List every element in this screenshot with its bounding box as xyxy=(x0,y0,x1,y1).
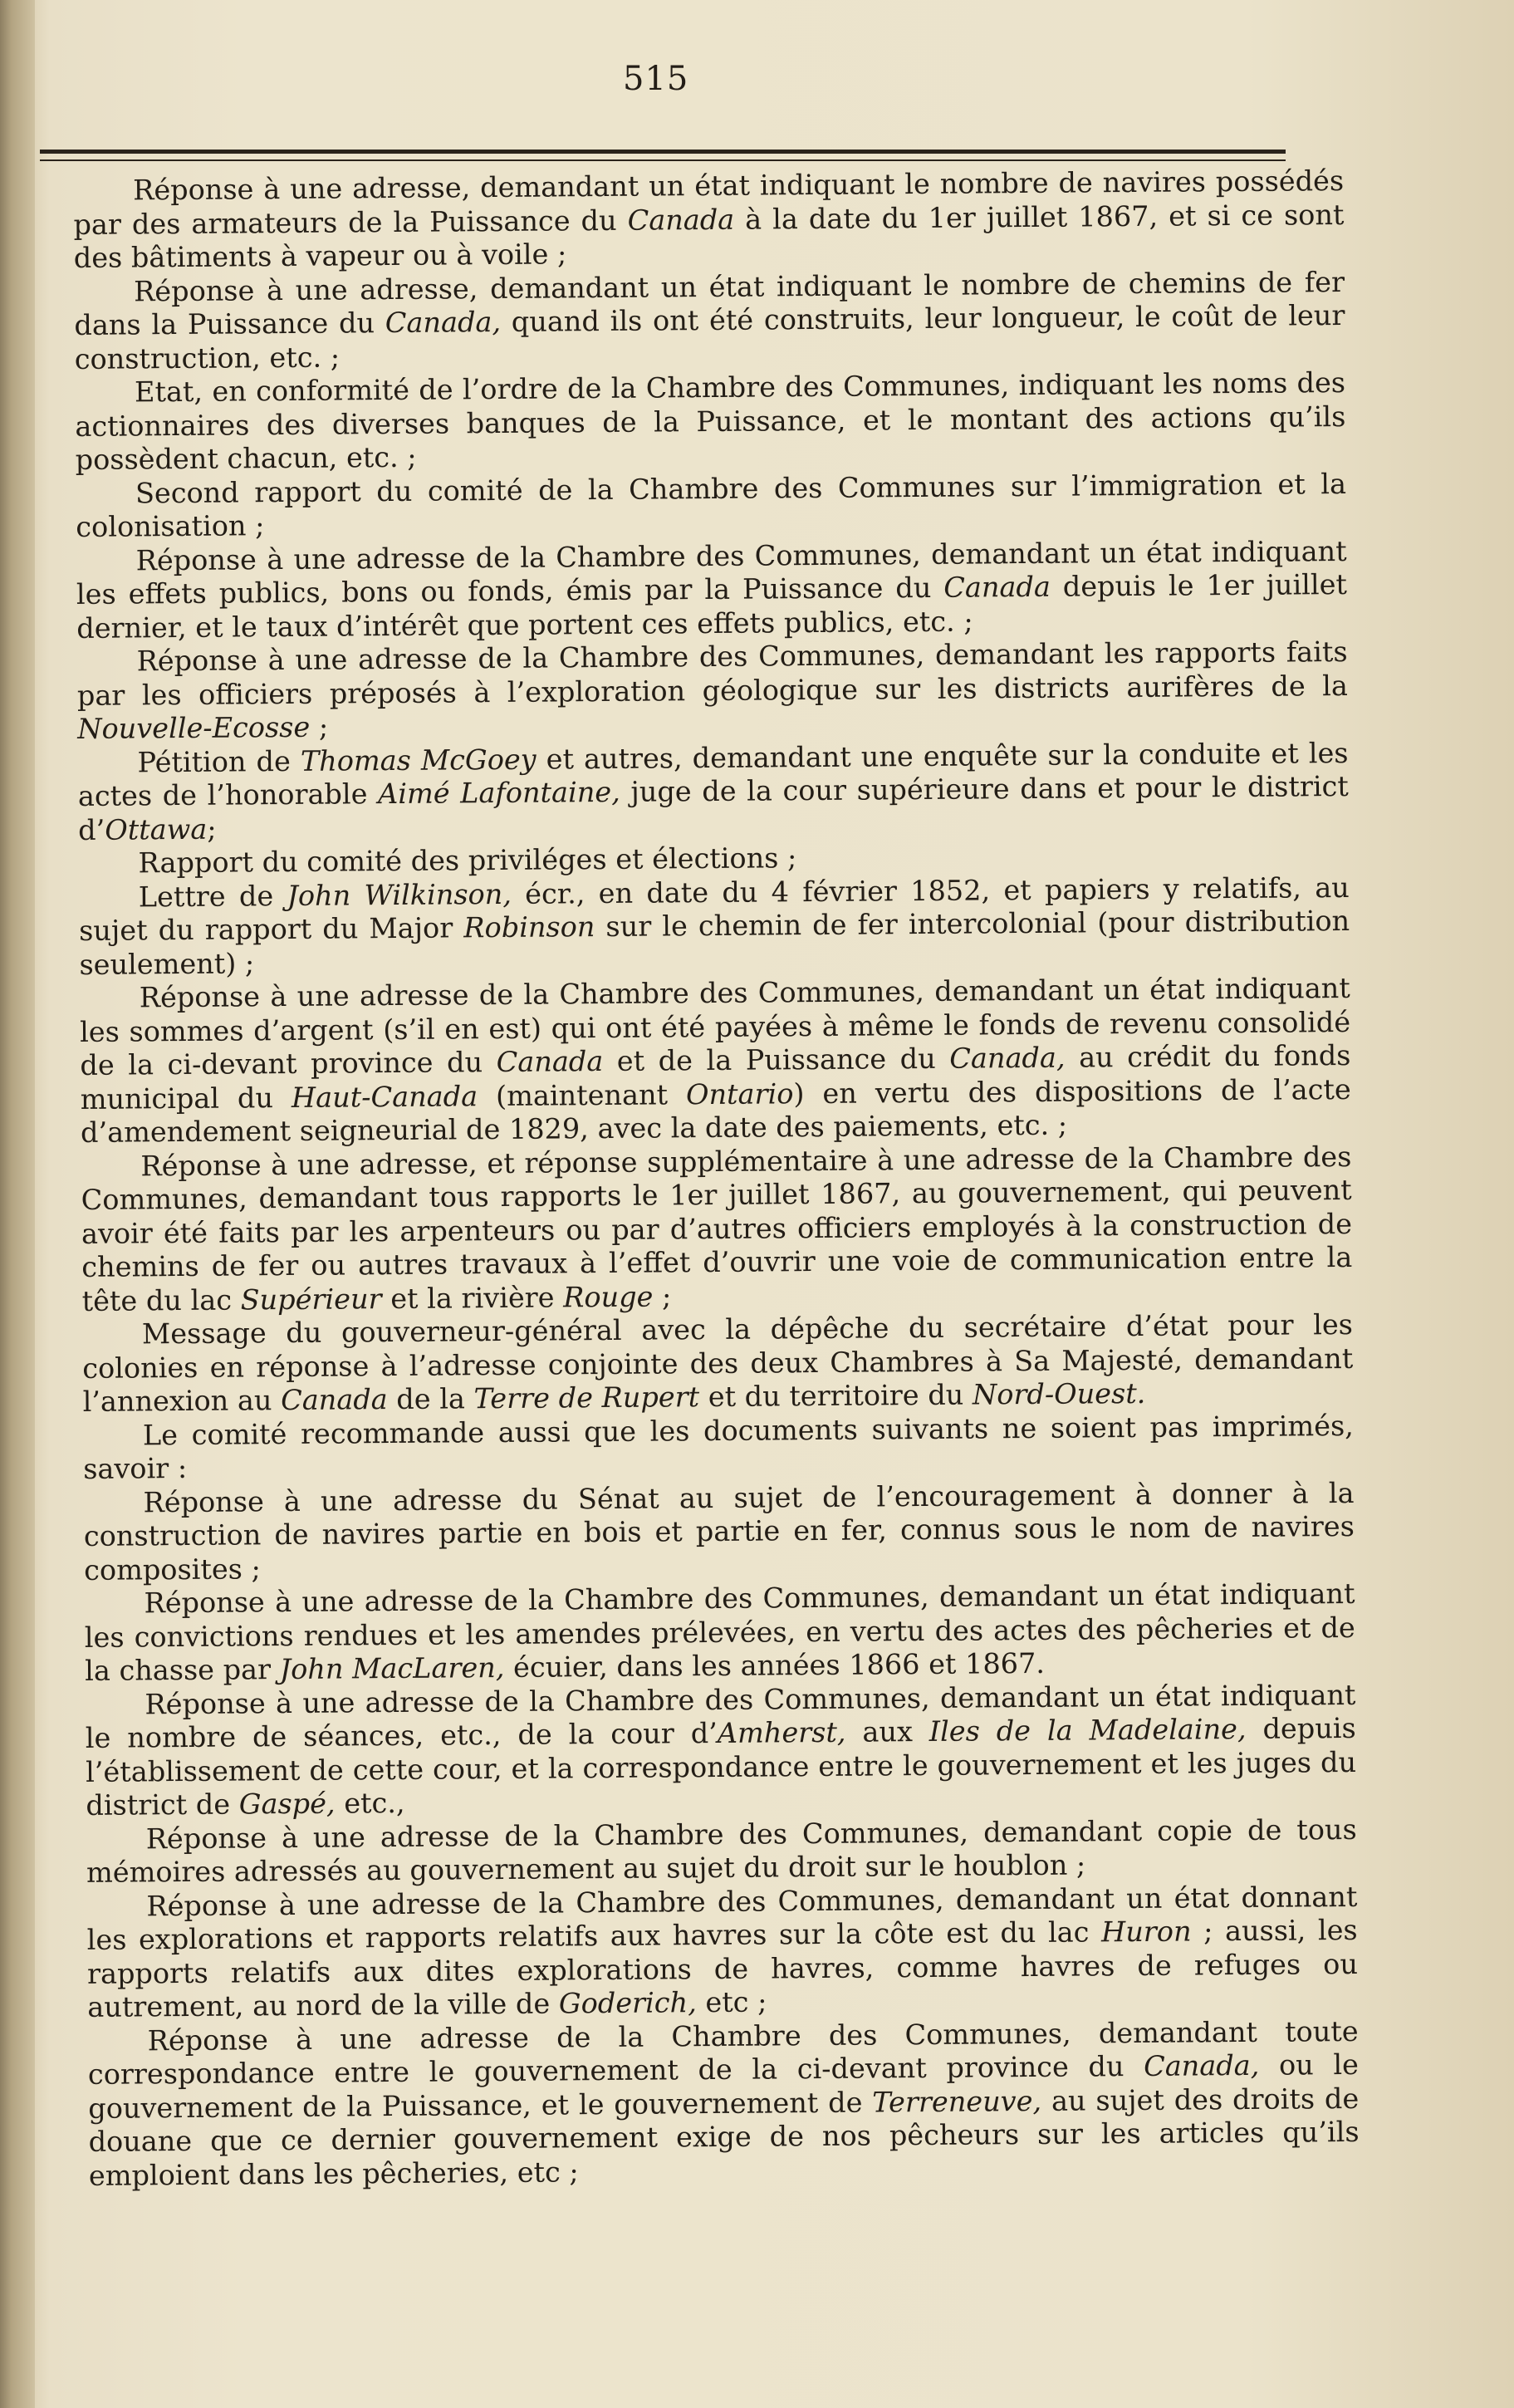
text-run: etc ; xyxy=(696,1985,767,2019)
text-run: ; xyxy=(310,710,329,743)
text-run: et autres, demandant une enquête sur la conduite et les actes de l’honorable xyxy=(77,736,1349,812)
text-run: juge de la cour supérieure dans et pour le district d’ xyxy=(78,769,1349,846)
text-run: au crédit du fonds municipal du xyxy=(80,1038,1351,1116)
italic-text: Canada xyxy=(496,1045,604,1079)
text-run: Réponse à une adresse de la Chambre des Communes, demandant copie de tous mémoires adressés au gouvernement au sujet du droit sur le houblon ; xyxy=(86,1812,1357,1889)
paragraph xyxy=(80,972,1352,1150)
paragraph xyxy=(76,534,1347,645)
italic-text: Ontario xyxy=(685,1076,794,1111)
italic-text: Aimé Lafontaine, xyxy=(377,775,620,811)
italic-text: Ottawa xyxy=(105,812,208,846)
text-run: ; xyxy=(653,1279,672,1313)
text-run: écr., en date du 4 février 1852, et papiers y relatifs, au sujet du rapport du Major xyxy=(78,871,1350,947)
paragraph xyxy=(74,265,1345,376)
paragraph xyxy=(87,2014,1360,2193)
page-number: 515 xyxy=(623,60,689,98)
italic-text: Canada xyxy=(280,1383,388,1417)
text-run: Réponse à une adresse de la Chambre des Communes, demandant un état indiquant les sommes d’argent (s’il en est) qui ont été payées à même le fonds de revenu consolidé de la ci-devant province du xyxy=(79,971,1351,1081)
paragraph xyxy=(83,1409,1355,1486)
text-run: depuis le 1er juillet dernier, et le taux d’intérêt que portent ces effets publics, etc. ; xyxy=(76,567,1348,645)
italic-text: Canada, xyxy=(385,305,502,340)
text-run: Réponse à une adresse, demandant un état indiquant le nombre de navires possédés par des armateurs de la Puissance du xyxy=(73,164,1345,241)
text-run: ; xyxy=(207,812,217,846)
paragraph xyxy=(82,1308,1354,1420)
italic-text: Canada, xyxy=(949,1041,1066,1075)
binding-edge xyxy=(0,0,35,2408)
paragraph xyxy=(76,635,1348,747)
paragraph xyxy=(83,1476,1355,1587)
paragraph xyxy=(75,366,1346,478)
text-run: ; aussi, les rapports relatifs aux dites explorations de havres, comme havres de refuges ou autrement, au nord de la ville de xyxy=(86,1913,1359,2023)
paragraph xyxy=(86,1880,1358,2024)
italic-text: Iles de la Madelaine, xyxy=(928,1712,1247,1748)
text-run: Pétition de xyxy=(137,744,301,778)
paragraph xyxy=(86,1812,1358,1890)
text-run: Lettre de xyxy=(138,879,287,913)
italic-text: Huron xyxy=(1100,1915,1192,1949)
text-run: à la date du 1er juillet 1867, et si ce sont des bâtiments à vapeur ou à voile ; xyxy=(73,198,1345,274)
text-run: au sujet des droits de douane que ce dernier gouvernement exige de nos pêcheurs sur les articles qu’ils emploient dans les pêcheries, etc ; xyxy=(88,2082,1360,2192)
italic-text: Terreneuve, xyxy=(872,2084,1042,2119)
paragraph xyxy=(85,1678,1356,1822)
text-run: Second rapport du comité de la Chambre des Communes sur l’immigration et la colonisation ; xyxy=(76,467,1347,543)
header-rule-thick xyxy=(40,150,1286,154)
paragraph xyxy=(84,1577,1355,1689)
text-run: Réponse à une adresse, demandant un état indiquant le nombre de chemins de fer dans la Puissance du xyxy=(74,265,1345,341)
italic-text: Robinson xyxy=(463,910,595,944)
document-body xyxy=(73,164,1360,2193)
italic-text: Goderich, xyxy=(558,1986,697,2020)
text-run: Etat, en conformité de l’ordre de la Chambre des Communes, indiquant les noms des actionnaires des diverses banques de la Puissance, et le montant des actions qu’ils possèdent chacun, etc. ; xyxy=(75,365,1346,476)
text-run: Réponse à une adresse de la Chambre des Communes, demandant les rapports faits par les officiers préposés à l’exploration géologique sur les districts aurifères de la xyxy=(76,635,1349,712)
header-rule-thin xyxy=(40,159,1286,161)
italic-text: John Wilkinson, xyxy=(287,877,512,912)
text-run: et la rivière xyxy=(381,1280,564,1315)
text-run: Réponse à une adresse de la Chambre des Communes, demandant toute correspondance entre le gouvernement de la ci-devant province du xyxy=(87,2014,1359,2091)
text-run: écuier, dans les années 1866 et 1867. xyxy=(504,1646,1046,1684)
italic-text: Terre de Rupert xyxy=(473,1381,700,1415)
paragraph xyxy=(73,164,1345,276)
italic-text: Amherst, xyxy=(717,1715,846,1749)
text-run: ou le gouvernement de la Puissance, et le gouvernement de xyxy=(88,2048,1360,2125)
text-run: Message du gouverneur-général avec la dépêche du secrétaire d’état pour les colonies en réponse à l’adresse conjointe des deux Chambres à Sa Majesté, demandant l’annexion au xyxy=(82,1307,1354,1418)
italic-text: Haut-Canada xyxy=(291,1079,478,1114)
italic-text: Nord-Ouest. xyxy=(972,1376,1146,1411)
text-run: depuis l’établissement de cette cour, et la correspondance entre le gouvernement et les juges du district de xyxy=(85,1711,1357,1822)
text-run: Réponse à une adresse, et réponse supplémentaire à une adresse de la Chambre des Communes, demandant tous rapports le 1er juillet 1867, au gouvernement, qui peuvent avoir été faits par les arpenteurs ou par d’autres officiers employés à la construction de chemins de fer ou autres travaux à l’effet d’ouvrir une voie de communication entre la tête du lac xyxy=(81,1140,1353,1317)
text-run: Réponse à une adresse du Sénat au sujet de l’encouragement à donner à la construction de navires partie en bois et partie en fer, connus sous le nom de navires composites ; xyxy=(83,1476,1355,1587)
text-run: ) en vertu des dispositions de l’acte d’amendement seigneurial de 1829, avec la date des paiements, etc. ; xyxy=(80,1072,1351,1149)
paragraph xyxy=(77,736,1349,847)
italic-text: John MacLaren, xyxy=(279,1650,505,1686)
paragraph xyxy=(81,1140,1353,1318)
text-run: quand ils ont été construits, leur longueur, le coût de leur construction, etc. ; xyxy=(74,298,1345,375)
text-run: sur le chemin de fer intercolonial (pour distribution seulement) ; xyxy=(79,904,1350,981)
text-run: Réponse à une adresse de la Chambre des Communes, demandant un état donnant les explorations et rapports relatifs aux havres sur la côte est du lac xyxy=(86,1880,1358,1956)
italic-text: Thomas McGoey xyxy=(300,743,537,777)
paragraph xyxy=(79,871,1350,982)
text-run: Réponse à une adresse de la Chambre des Communes, demandant un état indiquant les convictions rendues et les amendes prélevées, en vertu des actes des pêcheries et de la chasse par xyxy=(84,1577,1355,1687)
text-run: et du territoire du xyxy=(698,1378,973,1414)
text-run: Rapport du comité des priviléges et élections ; xyxy=(138,841,797,880)
italic-text: Gaspé, xyxy=(238,1787,336,1821)
italic-text: Canada xyxy=(943,570,1051,604)
italic-text: Supérieur xyxy=(240,1282,382,1316)
italic-text: Canada, xyxy=(1143,2048,1260,2082)
paragraph xyxy=(76,467,1347,544)
text-run: Réponse à une adresse de la Chambre des Communes, demandant un état indiquant les effets publics, bons ou fonds, émis par la Puissance du xyxy=(76,534,1347,611)
text-run: aux xyxy=(845,1714,929,1748)
italic-text: Canada xyxy=(627,203,735,237)
text-run: Réponse à une adresse de la Chambre des Communes, demandant un état indiquant le nombre de séances, etc., de la cour d’ xyxy=(85,1678,1356,1754)
text-run: etc., xyxy=(335,1786,405,1820)
text-run: Le comité recommande aussi que les documents suivants ne soient pas imprimés, savoir : xyxy=(83,1409,1355,1485)
italic-text: Rouge xyxy=(563,1280,654,1313)
text-run: de la xyxy=(387,1382,474,1416)
text-run: (maintenant xyxy=(477,1077,687,1112)
text-run: et de la Puissance du xyxy=(603,1042,950,1078)
italic-text: Nouvelle-Ecosse xyxy=(77,710,311,745)
